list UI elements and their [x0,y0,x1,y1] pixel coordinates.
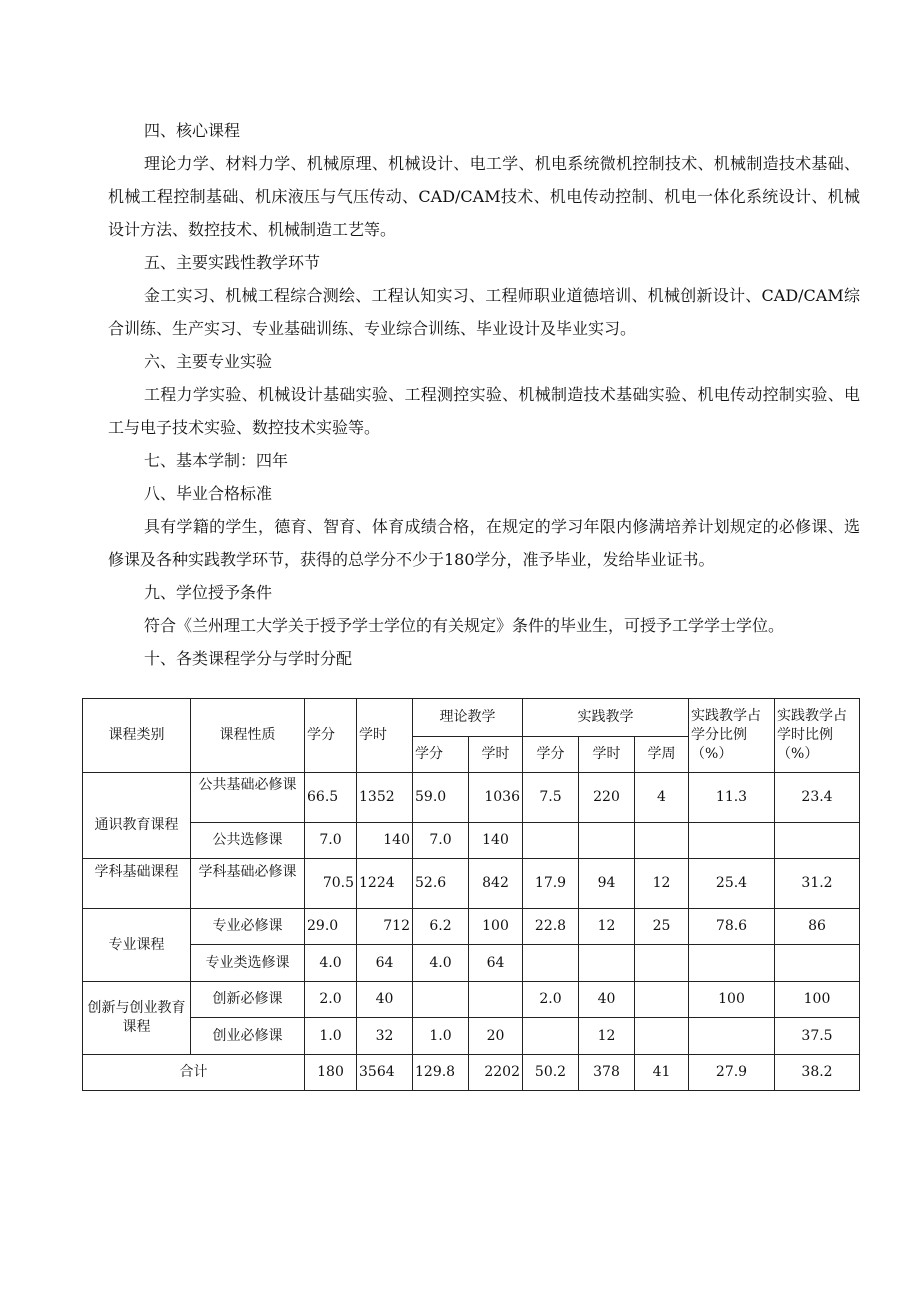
row-practice-credits: 22.8 [523,909,579,945]
row-practice-credits [523,945,579,982]
total-practice-hours: 378 [579,1055,635,1091]
header-theory-hours: 学时 [469,737,523,773]
row-credit-ratio: 25.4 [689,859,775,909]
header-hour-ratio: 实践教学占学时比例（%） [775,699,860,773]
row-credits: 70.5 [305,859,357,909]
table-row [83,773,860,823]
header-theory-credits: 学分 [413,737,469,773]
row-credits: 66.5 [305,773,357,823]
row-hours: 1352 [357,773,413,823]
row-theory-hours: 842 [469,859,523,909]
table-row [83,909,860,945]
total-theory-credits: 129.8 [413,1055,469,1091]
header-practice-hours: 学时 [579,737,635,773]
row-credit-ratio [689,945,775,982]
row-nature: 专业必修课 [191,909,305,945]
section-8-title: 八、毕业合格标准 [144,484,273,503]
row-theory-hours: 64 [469,945,523,982]
section-9-text: 符合《兰州理工大学关于授予学士学位的有关规定》条件的毕业生，可授予工学学士学位。 [144,616,785,635]
row-hour-ratio: 37.5 [775,1018,860,1055]
total-credits: 180 [305,1055,357,1091]
row-practice-credits [523,1018,579,1055]
category-major: 专业课程 [83,909,191,982]
row-practice-credits [523,823,579,859]
row-theory-credits: 7.0 [413,823,469,859]
row-practice-hours: 12 [579,1018,635,1055]
row-hours: 32 [357,1018,413,1055]
category-basic: 学科基础课程 [83,859,191,909]
row-practice-weeks [635,823,689,859]
row-nature: 公共基础必修课 [191,773,305,823]
header-row-1 [83,699,860,737]
section-9-title: 九、学位授予条件 [144,583,273,602]
section-6-title: 六、主要专业实验 [144,352,273,371]
row-practice-hours: 220 [579,773,635,823]
section-4-title: 四、核心课程 [144,121,241,140]
section-5-text: 金工实习、机械工程综合测绘、工程认知实习、工程师职业道德培训、机械创新设计、CAD/CAM综合训练、生产实习、专业基础训练、专业综合训练、毕业设计及毕业实习。 [108,286,860,338]
row-hour-ratio: 86 [775,909,860,945]
row-practice-weeks: 25 [635,909,689,945]
category-general: 通识教育课程 [83,773,191,859]
header-credit-ratio: 实践教学占学分比例（%） [689,699,775,773]
row-nature: 学科基础必修课 [191,859,305,909]
header-hours: 学时 [357,699,413,773]
section-7-title: 七、基本学制：四年 [144,451,289,470]
row-credits: 1.0 [305,1018,357,1055]
row-hours: 140 [357,823,413,859]
row-credit-ratio [689,1018,775,1055]
section-6-text: 工程力学实验、机械设计基础实验、工程测控实验、机械制造技术基础实验、机电传动控制实验、电工与电子技术实验、数控技术实验等。 [108,385,860,437]
total-hour-ratio: 38.2 [775,1055,860,1091]
header-practice: 实践教学 [523,699,689,737]
row-theory-hours: 100 [469,909,523,945]
row-credits: 29.0 [305,909,357,945]
row-hour-ratio: 100 [775,982,860,1018]
row-credit-ratio [689,823,775,859]
table-row [83,982,860,1018]
row-theory-hours: 1036 [469,773,523,823]
row-theory-credits: 4.0 [413,945,469,982]
header-theory: 理论教学 [413,699,523,737]
row-practice-credits: 7.5 [523,773,579,823]
row-practice-weeks [635,1018,689,1055]
total-credit-ratio: 27.9 [689,1055,775,1091]
row-practice-weeks: 12 [635,859,689,909]
row-credits: 2.0 [305,982,357,1018]
total-theory-hours: 2202 [469,1055,523,1091]
row-nature: 公共选修课 [191,823,305,859]
row-nature: 创新必修课 [191,982,305,1018]
header-nature: 课程性质 [191,699,305,773]
table-row [83,823,860,859]
section-4-text: 理论力学、材料力学、机械原理、机械设计、电工学、机电系统微机控制技术、机械制造技术基础、机械工程控制基础、机床液压与气压传动、CAD/CAM技术、机电传动控制、机电一体化系统设计、机械设计方法、数控技术、机械制造工艺等。 [108,154,860,239]
header-practice-weeks: 学周 [635,737,689,773]
row-practice-hours: 40 [579,982,635,1018]
total-practice-weeks: 41 [635,1055,689,1091]
header-category: 课程类别 [83,699,191,773]
row-practice-weeks: 4 [635,773,689,823]
total-label: 合计 [83,1055,305,1091]
header-practice-credits: 学分 [523,737,579,773]
row-credits: 7.0 [305,823,357,859]
row-practice-hours [579,945,635,982]
row-theory-hours: 20 [469,1018,523,1055]
row-hour-ratio: 31.2 [775,859,860,909]
row-theory-hours: 140 [469,823,523,859]
row-theory-credits: 6.2 [413,909,469,945]
row-practice-credits: 17.9 [523,859,579,909]
row-credit-ratio: 100 [689,982,775,1018]
row-practice-hours: 12 [579,909,635,945]
document-body [108,114,860,675]
row-hour-ratio [775,823,860,859]
row-theory-credits: 59.0 [413,773,469,823]
section-5-title: 五、主要实践性教学环节 [144,253,321,272]
row-nature: 创业必修课 [191,1018,305,1055]
row-hour-ratio: 23.4 [775,773,860,823]
category-innovation: 创新与创业教育课程 [83,982,191,1055]
row-credit-ratio: 11.3 [689,773,775,823]
row-hours: 712 [357,909,413,945]
table-row [83,859,860,909]
section-10-title: 十、各类课程学分与学时分配 [144,649,353,668]
credit-hour-table [82,698,860,1091]
row-theory-hours [469,982,523,1018]
total-row [83,1055,860,1091]
table-row [83,1018,860,1055]
table-row [83,945,860,982]
row-nature: 专业类选修课 [191,945,305,982]
row-hour-ratio [775,945,860,982]
total-hours: 3564 [357,1055,413,1091]
row-hours: 40 [357,982,413,1018]
row-practice-hours: 94 [579,859,635,909]
row-credit-ratio: 78.6 [689,909,775,945]
row-hours: 1224 [357,859,413,909]
row-practice-weeks [635,982,689,1018]
row-theory-credits: 1.0 [413,1018,469,1055]
row-practice-credits: 2.0 [523,982,579,1018]
section-8-text: 具有学籍的学生，德育、智育、体育成绩合格，在规定的学习年限内修满培养计划规定的必修课、选修课及各种实践教学环节，获得的总学分不少于180学分，准予毕业，发给毕业证书。 [108,517,860,569]
total-practice-credits: 50.2 [523,1055,579,1091]
row-hours: 64 [357,945,413,982]
header-credits: 学分 [305,699,357,773]
row-practice-weeks [635,945,689,982]
row-theory-credits: 52.6 [413,859,469,909]
row-credits: 4.0 [305,945,357,982]
row-theory-credits [413,982,469,1018]
row-practice-hours [579,823,635,859]
